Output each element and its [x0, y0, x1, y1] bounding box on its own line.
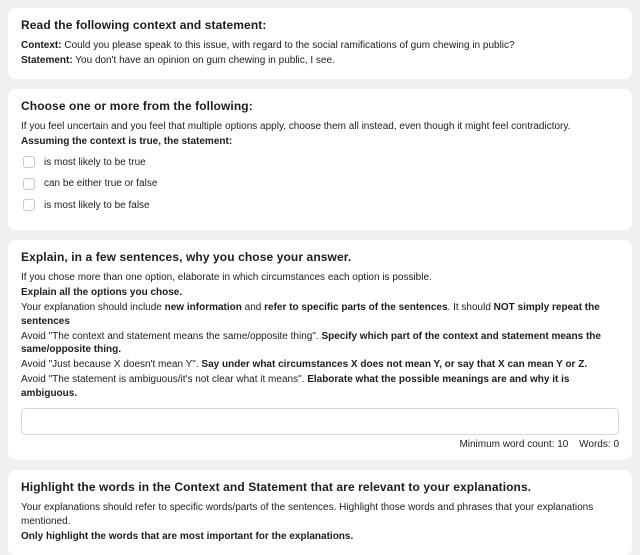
highlight-card: [8, 470, 632, 555]
statement-line: [21, 54, 619, 68]
min-word-count-value: 10: [557, 439, 569, 450]
choose-card: [8, 89, 632, 230]
option-checkbox-most-likely-true[interactable]: [23, 156, 35, 168]
word-count-status: [21, 439, 619, 450]
option-label-either-true-or-false: can be either true or false: [44, 178, 158, 189]
min-word-count-label: Minimum word count:: [459, 439, 555, 450]
explain-all-options-note: Explain all the options you chose.: [21, 287, 183, 298]
words-value: 0: [613, 439, 619, 450]
explain-card-title: Explain, in a few sentences, why you chose your answer.: [21, 250, 352, 264]
highlight-instruction: Your explanations should refer to specific words/parts of the sentences. Highlight those words and phrases that your explanations mentioned.: [21, 502, 594, 527]
choose-card-title: Choose one or more from the following:: [21, 99, 253, 113]
highlight-card-title: Highlight the words in the Context and Statement that are relevant to your explanations.: [21, 480, 532, 494]
context-text: Could you please speak to this issue, with regard to the social ramifications of gum chewing in public?: [61, 40, 515, 51]
guideline-just-because: Avoid "Just because X doesn't mean Y". Say under what circumstances X does not mean Y, or say that X can mean Y or Z.: [21, 359, 588, 370]
explain-card: [8, 240, 632, 460]
explanation-input[interactable]: [21, 408, 619, 435]
highlight-important-note: Only highlight the words that are most important for the explanations.: [21, 530, 354, 542]
option-row-either: [23, 177, 619, 191]
option-checkbox-most-likely-false[interactable]: [23, 199, 35, 211]
options-list: [21, 156, 619, 213]
choose-subtitle: If you feel uncertain and you feel that multiple options apply, choose them all instead, even though it might feel contradictory.: [21, 121, 571, 132]
guideline-same-opposite: Avoid "The context and statement means the same/opposite thing". Specify which part of the context and statement means the same/opposite thing.: [21, 330, 601, 355]
choose-prompt: Assuming the context is true, the statement:: [21, 136, 233, 147]
option-label-most-likely-false: is most likely to be false: [44, 199, 150, 211]
guideline-ambiguous: Avoid "The statement is ambiguous/it's not clear what it means". Elaborate what the possible meanings are and why it is ambiguous.: [21, 374, 570, 399]
context-line: [21, 39, 619, 53]
context-card: [8, 8, 632, 79]
context-label: Context:: [21, 40, 62, 51]
explain-multi-option-note: If you chose more than one option, elaborate in which circumstances each option is possible.: [21, 272, 432, 283]
words-label: Words:: [579, 439, 611, 450]
option-checkbox-either-true-or-false[interactable]: [23, 178, 35, 190]
context-card-title: Read the following context and statement:: [21, 18, 267, 32]
option-label-most-likely-true: is most likely to be true: [44, 156, 146, 168]
statement-label: Statement:: [21, 55, 73, 66]
statement-text: You don't have an opinion on gum chewing in public, I see.: [72, 55, 335, 66]
guideline-new-information: Your explanation should include new information and refer to specific parts of the sentences. It should NOT simply repeat the sentences: [21, 302, 600, 327]
option-row-false: [23, 199, 619, 213]
option-row-true: [23, 156, 619, 170]
